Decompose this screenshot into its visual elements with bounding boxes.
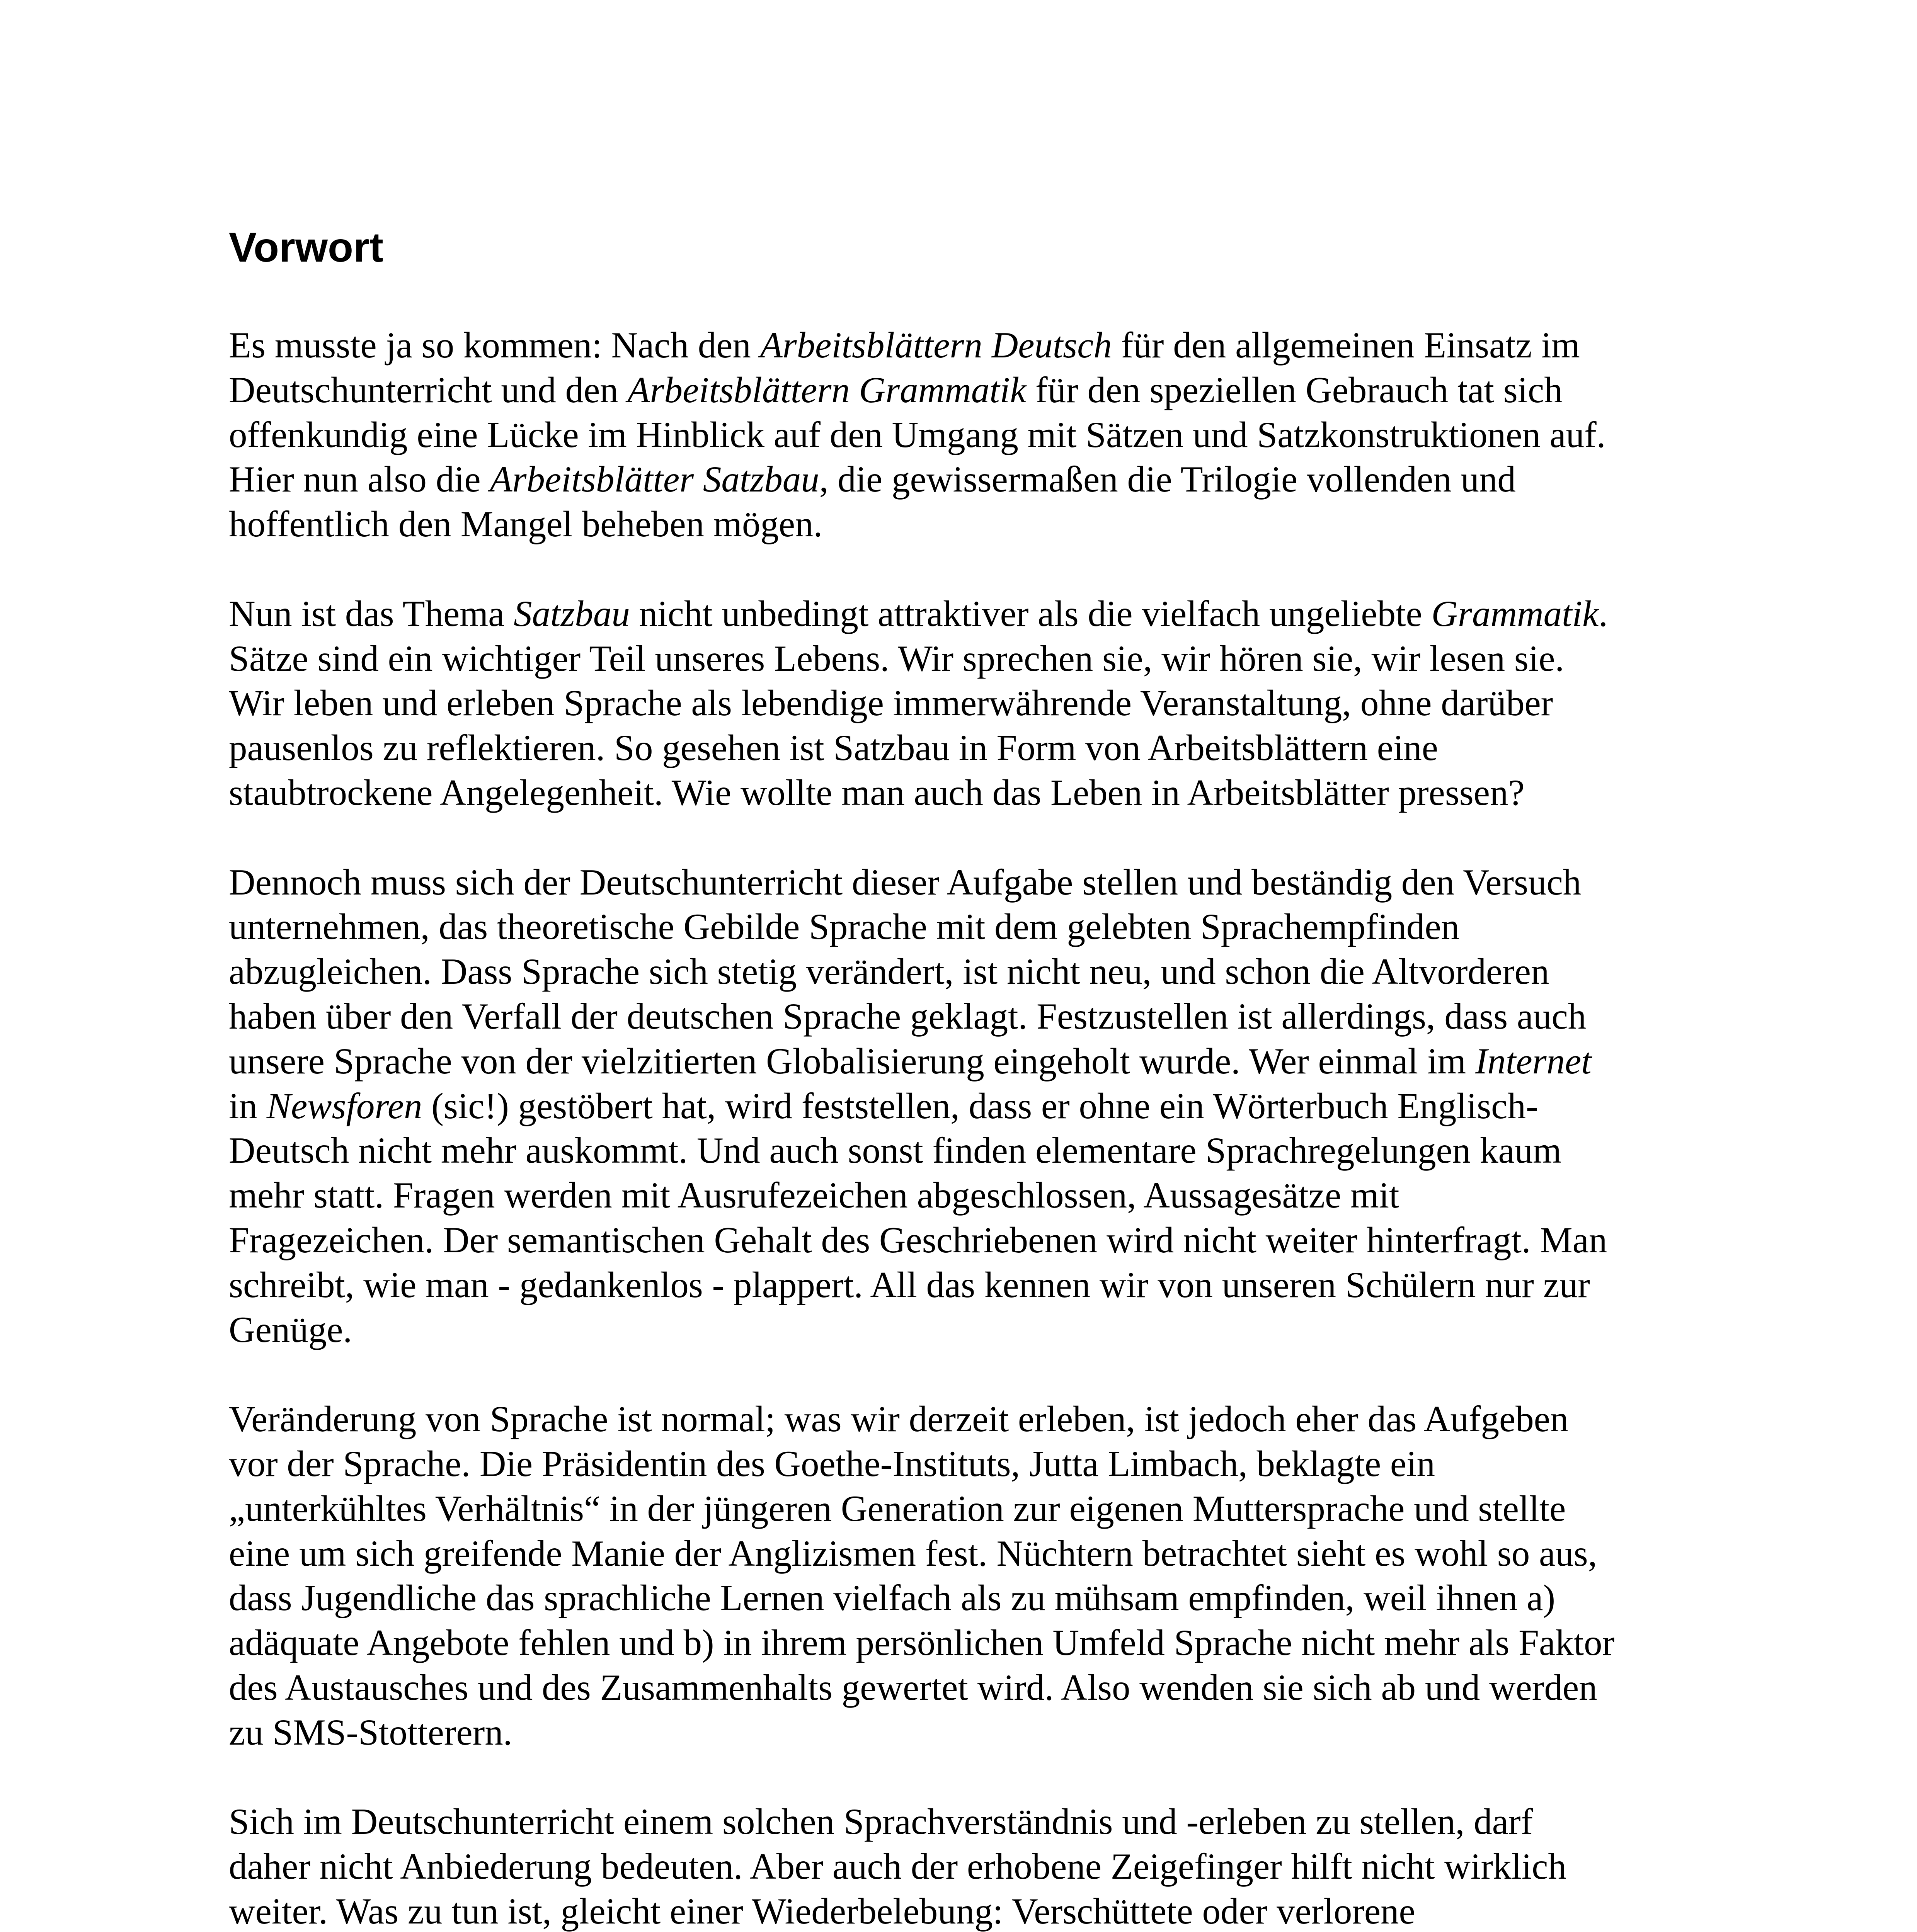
text-run: „unterkühltes Verhältnis“ in der jüngeren Generation zur eigenen Muttersprache und stellte [229, 1488, 1566, 1529]
text-run: mehr statt. Fragen werden mit Ausrufezeichen abgeschlossen, Aussagesätze mit [229, 1175, 1399, 1216]
text-run: hoffentlich den Mangel beheben mögen. [229, 503, 823, 545]
text-line [229, 1486, 1721, 1531]
text-line [229, 1263, 1721, 1308]
text-run: Hier nun also die [229, 459, 490, 500]
text-line [229, 1128, 1721, 1173]
text-run: eine um sich greifende Manie der Anglizismen fest. Nüchtern betrachtet sieht es wohl so aus, [229, 1532, 1597, 1574]
text-run: haben über den Verfall der deutschen Sprache geklagt. Festzustellen ist allerdings, dass auch [229, 995, 1587, 1037]
text-run: zu SMS-Stotterern. [229, 1711, 512, 1753]
text-line [229, 323, 1721, 368]
text-run: weiter. Was zu tun ist, gleicht einer Wiederbelebung: Verschüttete oder verlorene [229, 1890, 1415, 1932]
text-line [229, 1397, 1721, 1442]
paragraph [229, 592, 1721, 815]
text-run: . [1599, 593, 1608, 634]
text-run: Dennoch muss sich der Deutschunterricht dieser Aufgabe stellen und beständig den Versuch [229, 861, 1582, 903]
text-run: dass Jugendliche das sprachliche Lernen vielfach als zu mühsam empfinden, weil ihnen a) [229, 1577, 1556, 1619]
text-line [229, 1844, 1721, 1889]
text-line [229, 1218, 1721, 1263]
text-line [229, 1084, 1721, 1129]
text-line [229, 457, 1721, 502]
text-line [229, 413, 1721, 457]
text-run: pausenlos zu reflektieren. So gesehen ist Satzbau in Form von Arbeitsblättern eine [229, 727, 1438, 769]
text-line [229, 1889, 1721, 1932]
text-run: für den speziellen Gebrauch tat sich [1026, 369, 1563, 410]
text-line [229, 994, 1721, 1039]
text-line [229, 592, 1721, 636]
text-run: Nun ist das Thema [229, 593, 514, 634]
text-line [229, 1039, 1721, 1084]
text-line [229, 770, 1721, 815]
italic-text: Arbeitsblätter Satzbau [490, 459, 819, 500]
text-line [229, 1621, 1721, 1665]
italic-text: Satzbau [514, 593, 630, 634]
text-line [229, 1799, 1721, 1844]
italic-text: Newsforen [266, 1085, 422, 1126]
text-line [229, 1173, 1721, 1218]
text-line [229, 1531, 1721, 1576]
text-run: Veränderung von Sprache ist normal; was wir derzeit erleben, ist jedoch eher das Aufgeben [229, 1398, 1569, 1440]
page-heading: Vorwort [229, 224, 383, 270]
text-run: Genüge. [229, 1309, 352, 1350]
text-run: , die gewissermaßen die Trilogie vollenden und [819, 459, 1516, 500]
text-run: in [229, 1085, 267, 1126]
text-run: Es musste ja so kommen: Nach den [229, 325, 760, 366]
text-run: unsere Sprache von der vielzitierten Globalisierung eingeholt wurde. Wer einmal im [229, 1040, 1475, 1082]
text-line [229, 1576, 1721, 1621]
text-line [229, 905, 1721, 949]
text-run: Fragezeichen. Der semantischen Gehalt des Geschriebenen wird nicht weiter hinterfragt. Man [229, 1219, 1607, 1260]
italic-text: Arbeitsblättern Deutsch [760, 325, 1112, 366]
text-line [229, 681, 1721, 726]
text-line [229, 1442, 1721, 1486]
italic-text: Grammatik [1431, 593, 1599, 634]
paragraph [229, 1799, 1721, 1932]
text-line [229, 1710, 1721, 1755]
text-run: offenkundig eine Lücke im Hinblick auf den Umgang mit Sätzen und Satzkonstruktionen auf. [229, 414, 1606, 455]
text-line [229, 1665, 1721, 1710]
text-run: Deutsch nicht mehr auskommt. Und auch sonst finden elementare Sprachregelungen kaum [229, 1130, 1562, 1171]
text-line [229, 368, 1721, 413]
paragraph [229, 323, 1721, 547]
text-line [229, 949, 1721, 994]
text-run: des Austausches und des Zusammenhalts gewertet wird. Also wenden sie sich ab und werden [229, 1667, 1597, 1708]
text-line [229, 726, 1721, 770]
text-run: Deutschunterricht und den [229, 369, 628, 410]
paragraph [229, 1397, 1721, 1755]
text-line [229, 1308, 1721, 1352]
text-line [229, 502, 1721, 547]
text-run: schreibt, wie man - gedankenlos - plappert. All das kennen wir von unseren Schülern nur zur [229, 1264, 1590, 1305]
body-text [229, 323, 1721, 1932]
paragraph [229, 860, 1721, 1352]
text-run: nicht unbedingt attraktiver als die vielfach ungeliebte [630, 593, 1432, 634]
text-run: Sich im Deutschunterricht einem solchen Sprachverständnis und -erleben zu stellen, darf [229, 1801, 1533, 1842]
text-run: vor der Sprache. Die Präsidentin des Goethe-Instituts, Jutta Limbach, beklagte ein [229, 1443, 1435, 1484]
text-run: (sic!) gestöbert hat, wird feststellen, dass er ohne ein Wörterbuch Englisch- [422, 1085, 1538, 1126]
text-run: daher nicht Anbiederung bedeuten. Aber auch der erhobene Zeigefinger hilft nicht wirklich [229, 1846, 1566, 1887]
text-run: adäquate Angebote fehlen und b) in ihrem persönlichen Umfeld Sprache nicht mehr als Faktor [229, 1622, 1615, 1663]
text-line [229, 860, 1721, 905]
italic-text: Internet [1475, 1040, 1592, 1082]
text-run: abzugleichen. Dass Sprache sich stetig verändert, ist nicht neu, und schon die Altvorderen [229, 951, 1549, 992]
text-run: Wir leben und erleben Sprache als lebendige immerwährende Veranstaltung, ohne darüber [229, 682, 1553, 724]
text-line [229, 636, 1721, 681]
text-run: Sätze sind ein wichtiger Teil unseres Lebens. Wir sprechen sie, wir hören sie, wir lesen sie. [229, 638, 1565, 679]
italic-text: Arbeitsblättern Grammatik [627, 369, 1027, 410]
text-run: unternehmen, das theoretische Gebilde Sprache mit dem gelebten Sprachempfinden [229, 906, 1460, 947]
text-run: staubtrockene Angelegenheit. Wie wollte man auch das Leben in Arbeitsblätter pressen? [229, 772, 1525, 813]
text-run: für den allgemeinen Einsatz im [1112, 325, 1580, 366]
